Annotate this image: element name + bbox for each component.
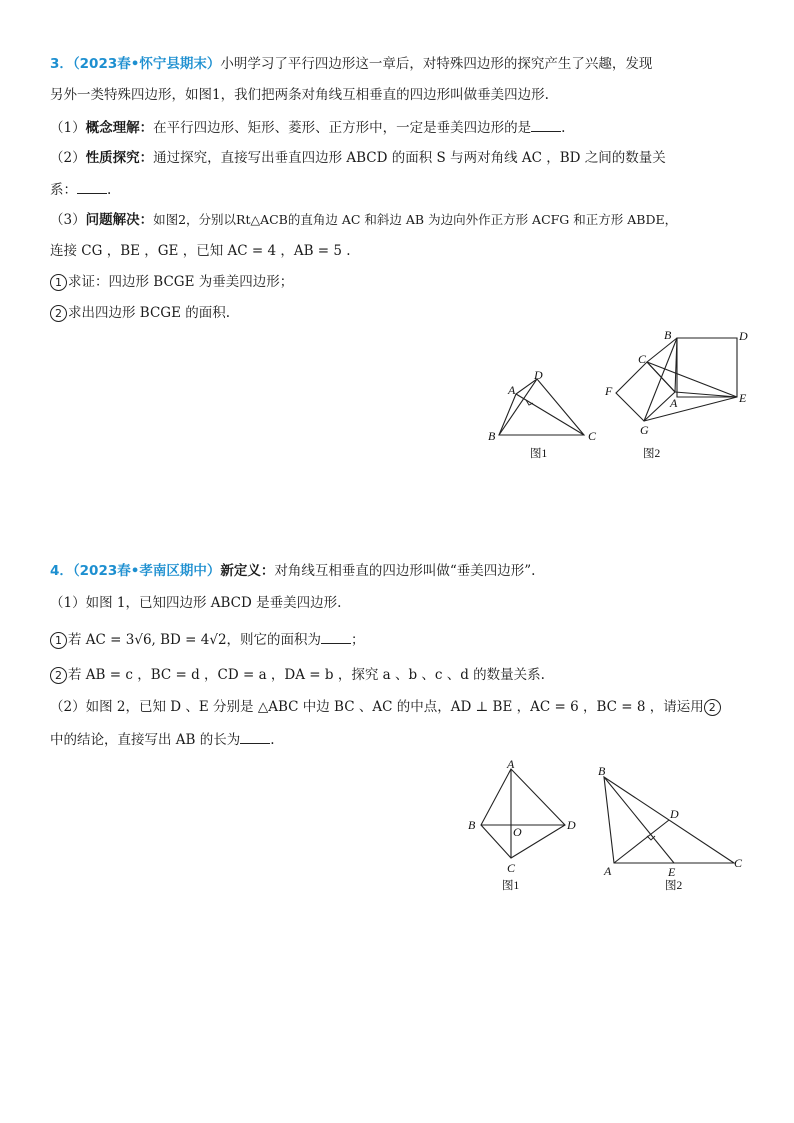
- q4-intro: 对角线互相垂直的四边形叫做“垂美四边形”.: [274, 563, 536, 579]
- q3-part2: [50, 148, 666, 168]
- diagonal-bd: [499, 379, 537, 435]
- circled-number: 1: [50, 274, 67, 291]
- q4-figure-1: [462, 755, 592, 895]
- q4-figure-2: [592, 760, 757, 895]
- q3-part3: [50, 210, 677, 230]
- circled-number: 1: [50, 632, 67, 649]
- label-a: A: [670, 396, 678, 410]
- q3-sub2-text: 求出四边形 BCGE 的面积.: [68, 305, 231, 321]
- q3-part3-line2: 连接 CG ，BE ，GE ，已知 AC = 4 ，AB = 5 .: [50, 243, 351, 259]
- q3-intro-line1: 小明学习了平行四边形这一章后，对特殊四边形的探究产生了兴趣，发现: [220, 56, 653, 72]
- circled-number: 2: [704, 699, 721, 716]
- q4-number: 4．: [50, 563, 73, 579]
- segment-be: [604, 777, 674, 863]
- square-abde: [677, 338, 737, 397]
- q4-sub1-text: 若 AC = 3√6, BD = 4√2，则它的面积为: [68, 632, 322, 648]
- answer-blank[interactable]: [531, 117, 561, 132]
- q3-sub2: [50, 303, 230, 323]
- segment-ad: [614, 820, 669, 863]
- answer-blank[interactable]: [321, 629, 351, 644]
- label-e: E: [739, 391, 747, 405]
- label-o: O: [513, 825, 522, 839]
- label-e: E: [668, 865, 676, 879]
- q3-header: [50, 54, 652, 74]
- square-acfg: [616, 362, 675, 421]
- q3-part1-text: 在平行四边形、矩形、菱形、正方形中，一定是垂美四边形的是: [153, 120, 532, 136]
- quad-outline: [481, 769, 565, 858]
- q4-part2-text: （2）如图 2，已知 D 、E 分别是 △ABC 中边 BC 、AC 的中点，AD ⊥ BE ，AC = 6 ，BC = 8 ，请运用: [50, 699, 704, 715]
- q3-part1-prefix: （1）: [50, 120, 86, 136]
- q3-part2-line2-text: 系：: [50, 182, 77, 198]
- q4-sub1: [50, 629, 365, 650]
- circled-number: 2: [50, 667, 67, 684]
- figure-caption: 图2: [665, 880, 683, 892]
- label-a: A: [507, 757, 515, 771]
- q3-part2-line2: [50, 179, 111, 200]
- label-f: F: [605, 384, 613, 398]
- q4-part2-end: .: [270, 732, 275, 748]
- q3-part1: [50, 117, 565, 138]
- q4-keyword: 新定义：: [220, 563, 275, 579]
- answer-blank[interactable]: [240, 729, 270, 744]
- q4-header: [50, 561, 535, 581]
- figure-caption: 图2: [643, 448, 661, 460]
- label-d: D: [534, 368, 543, 382]
- q3-part2-keyword: 性质探究：: [85, 150, 154, 166]
- q3-sub1-text: 求证：四边形 BCGE 为垂美四边形；: [68, 274, 294, 290]
- q3-part1-keyword: 概念理解：: [85, 120, 154, 136]
- answer-blank[interactable]: [77, 179, 107, 194]
- q3-part2-end: .: [107, 182, 112, 198]
- q4-part2: [50, 697, 722, 717]
- label-a: A: [508, 383, 516, 397]
- label-b: B: [664, 328, 672, 342]
- q3-part1-end: .: [561, 120, 566, 136]
- label-c: C: [638, 352, 647, 366]
- label-d: D: [739, 329, 748, 343]
- q4-sub2: [50, 665, 545, 685]
- q4-part2-line2: [50, 729, 275, 750]
- q3-number: 3．: [50, 56, 73, 72]
- q4-sub2-text: 若 AB = c ，BC = d ，CD = a ，DA = b ，探究 a 、b 、c 、d 的数量关系.: [68, 667, 545, 683]
- label-a: A: [604, 864, 612, 878]
- q3-part2-text: 通过探究，直接写出垂直四边形 ABCD 的面积 S 与两对角线 AC ，BD 之间的数量关: [153, 150, 666, 166]
- q3-sub1: [50, 272, 293, 292]
- q4-sub1-end: ；: [351, 632, 365, 648]
- q3-source: （2023春•怀宁县期末）: [72, 56, 221, 72]
- q4-source: （2023春•孝南区期中）: [72, 563, 221, 579]
- q3-figure-1: [480, 365, 610, 465]
- label-b: B: [488, 429, 496, 443]
- label-c: C: [588, 429, 597, 443]
- label-d: D: [567, 818, 576, 832]
- q3-part3-keyword: 问题解决：: [85, 212, 154, 228]
- segment-ca: [647, 362, 675, 392]
- q3-part3-prefix: （3）: [50, 212, 86, 228]
- label-g: G: [640, 423, 649, 437]
- label-c: C: [734, 856, 743, 870]
- label-c: C: [507, 861, 516, 875]
- segment-ae: [675, 392, 737, 397]
- q3-intro-line2: 另外一类特殊四边形，如图1，我们把两条对角线互相垂直的四边形叫做垂美四边形.: [50, 87, 549, 103]
- figure-caption: 图1: [502, 880, 520, 892]
- label-d: D: [670, 807, 679, 821]
- segment-ge: [644, 397, 737, 421]
- q3-part2-prefix: （2）: [50, 150, 86, 166]
- circled-number: 2: [50, 305, 67, 322]
- label-b: B: [468, 818, 476, 832]
- q4-part2-line2-text: 中的结论，直接写出 AB 的长为: [50, 732, 241, 748]
- q3-part3-text: 如图2，分别以Rt△ACB的直角边 AC 和斜边 AB 为边向外作正方形 ACFG 和正方形 ABDE，: [153, 212, 678, 227]
- q3-figure-2: [600, 325, 760, 465]
- label-b: B: [598, 764, 606, 778]
- figure-caption: 图1: [530, 448, 548, 460]
- q4-part1: （1）如图 1，已知四边形 ABCD 是垂美四边形.: [50, 595, 342, 611]
